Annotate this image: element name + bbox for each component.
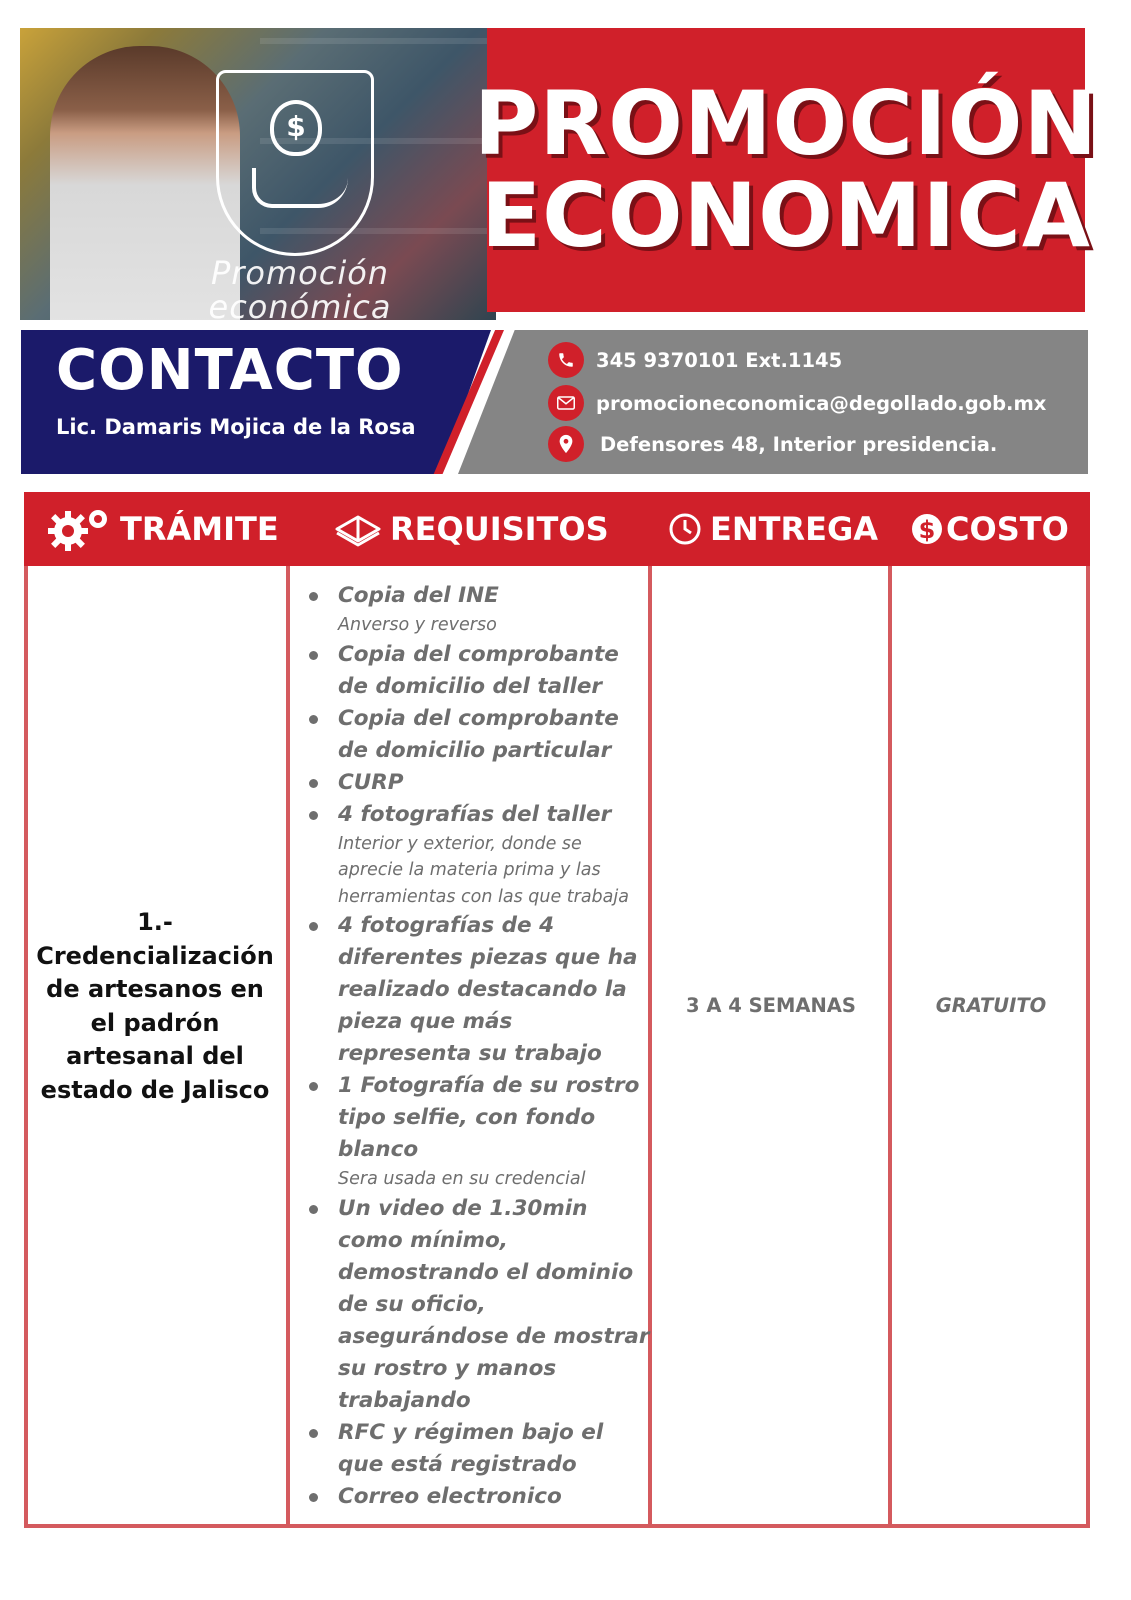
tramite-cell: 1.- Credencialización de artesanos en el padrón artesanal del estado de Jalisco (36, 908, 274, 1104)
requirement-item (306, 703, 652, 767)
requirement-title: RFC y régimen bajo el que está registrado (338, 1419, 604, 1477)
contact-address: Defensores 48, Interior presidencia. (600, 432, 998, 456)
contact-name: Lic. Damaris Mojica de la Rosa (56, 415, 416, 439)
header-costo-label: COSTO (946, 510, 1069, 548)
requirement-note: Interior y exterior, donde se aprecie la materia prima y las herramientas con las que trabaja (338, 833, 629, 907)
hand-icon (252, 168, 348, 208)
money-bag-icon: $ (270, 100, 322, 156)
costo-cell: GRATUITO (935, 994, 1047, 1017)
contact-email[interactable]: promocioneconomica@degollado.gob.mx (596, 391, 1047, 415)
requirement-item (306, 910, 652, 1070)
gear-icon (46, 505, 112, 553)
clock-icon (668, 512, 702, 546)
requirement-title: Copia del INE (338, 583, 499, 608)
requirement-item (306, 1481, 652, 1513)
mail-icon (548, 385, 584, 421)
requirement-title: 1 Fotografía de su rostro tipo selfie, con fondo blanco (338, 1073, 640, 1162)
phone-icon (548, 342, 584, 378)
requirement-note: Anverso y reverso (338, 615, 497, 635)
header-costo (910, 492, 1069, 566)
requirement-title: Un video de 1.30min como mínimo, demostrando el dominio de su oficio, asegurándose de mostrar su rostro y manos trabajando (338, 1195, 650, 1413)
contact-phone-row (548, 342, 842, 378)
dollar-icon (910, 512, 944, 546)
header-entrega-label: ENTREGA (710, 510, 878, 548)
requirement-item (306, 1417, 652, 1481)
requirement-title: CURP (338, 769, 404, 795)
requirement-item (306, 799, 652, 911)
contact-title: CONTACTO (56, 338, 404, 403)
header-entrega (668, 492, 878, 566)
column-divider (888, 566, 892, 1528)
page-title-line1: PROMOCIÓN (473, 72, 1099, 175)
entrega-cell: 3 A 4 SEMANAS (686, 994, 856, 1017)
hero-title-panel (473, 28, 1099, 312)
svg-text:$: $ (918, 516, 936, 544)
requirement-title: 4 fotografías de 4 diferentes piezas que ha realizado destacando la pieza que más representa su trabajo (338, 913, 638, 1066)
logo-text-line1: Promoción (210, 254, 390, 292)
contact-phone[interactable]: 345 9370101 Ext.1145 (596, 348, 843, 372)
header-tramite-label: TRÁMITE (120, 510, 279, 548)
requirement-title: Correo electronico (338, 1483, 562, 1509)
location-icon (548, 426, 584, 462)
requirements-list (306, 580, 652, 1513)
requirement-title: 4 fotografías del taller (338, 801, 612, 827)
hero-photo (20, 28, 496, 320)
contact-address-row (548, 426, 997, 462)
requirement-item (306, 580, 652, 639)
requirement-note: Sera usada en su credencial (338, 1169, 586, 1189)
header-requisitos-label: REQUISITOS (390, 510, 609, 548)
logo-text (190, 256, 410, 320)
table-header (24, 492, 1090, 566)
logo-shield (216, 70, 374, 256)
requirement-item (306, 639, 652, 703)
requirement-item (306, 1193, 652, 1417)
requirement-title: Copia del comprobante de domicilio particular (338, 705, 619, 763)
requirement-title: Copia del comprobante de domicilio del taller (338, 641, 619, 699)
requirement-item (306, 767, 652, 799)
requirement-item (306, 1070, 652, 1193)
book-icon (334, 511, 382, 547)
contact-email-row (548, 385, 1046, 421)
column-divider (286, 566, 290, 1528)
page-title-line2: ECONOMICA (481, 164, 1091, 267)
logo-text-line2: económica (208, 288, 392, 320)
header-tramite (46, 492, 279, 566)
header-requisitos (334, 492, 609, 566)
